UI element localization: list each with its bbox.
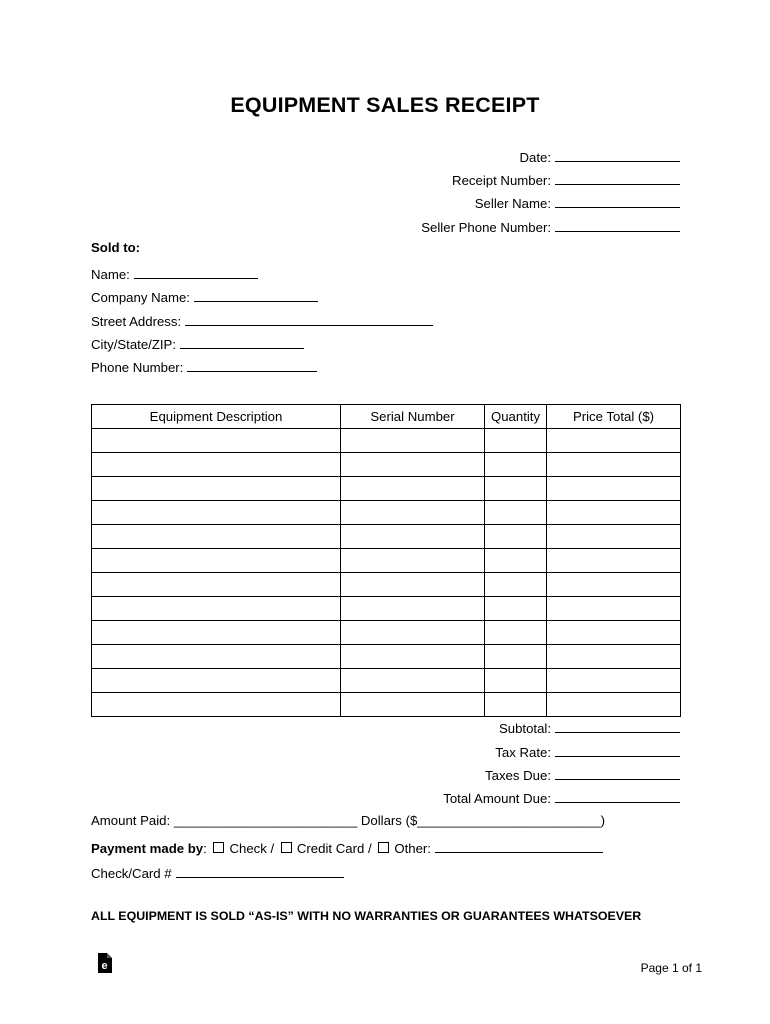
description-cell[interactable]: [92, 501, 341, 525]
company-name-field: [91, 287, 318, 305]
serial-number-cell[interactable]: [341, 501, 485, 525]
price-total-cell[interactable]: [547, 549, 681, 573]
equipment-table: [91, 404, 681, 717]
quantity-cell[interactable]: [485, 573, 547, 597]
date-input-line[interactable]: [555, 147, 680, 162]
table-row: [92, 597, 681, 621]
price-total-cell[interactable]: [547, 525, 681, 549]
taxes-due-input-line[interactable]: [555, 765, 680, 780]
company-name-input-line[interactable]: [194, 287, 318, 302]
table-row: [92, 549, 681, 573]
description-cell[interactable]: [92, 597, 341, 621]
column-header-quantity: Quantity: [485, 405, 547, 429]
price-total-cell[interactable]: [547, 693, 681, 717]
receipt-number-input-line[interactable]: [555, 170, 680, 185]
seller-phone-label: Seller Phone Number:: [421, 220, 551, 235]
description-cell[interactable]: [92, 645, 341, 669]
description-cell[interactable]: [92, 549, 341, 573]
quantity-cell[interactable]: [485, 597, 547, 621]
serial-number-cell[interactable]: [341, 477, 485, 501]
taxes-due-label: Taxes Due:: [485, 768, 551, 783]
page-title: EQUIPMENT SALES RECEIPT: [230, 93, 540, 117]
dollars-label: Dollars ($: [357, 813, 418, 828]
seller-name-field: [475, 193, 680, 211]
city-state-zip-field: [91, 334, 304, 352]
payment-method-field: [91, 838, 603, 856]
quantity-cell[interactable]: [485, 429, 547, 453]
company-name-label: Company Name:: [91, 290, 190, 305]
total-due-field: [443, 788, 680, 806]
total-due-label: Total Amount Due:: [443, 791, 551, 806]
serial-number-cell[interactable]: [341, 573, 485, 597]
other-label: Other:: [394, 841, 431, 856]
description-cell[interactable]: [92, 693, 341, 717]
dollars-figure-blank[interactable]: _________________________: [417, 813, 601, 828]
payment-made-by-label: Payment made by: [91, 841, 204, 856]
serial-number-cell[interactable]: [341, 621, 485, 645]
table-row: [92, 477, 681, 501]
serial-number-cell[interactable]: [341, 525, 485, 549]
quantity-cell[interactable]: [485, 477, 547, 501]
sold-to-heading: Sold to:: [91, 240, 141, 255]
buyer-name-field: [91, 264, 258, 282]
seller-name-input-line[interactable]: [555, 193, 680, 208]
quantity-cell[interactable]: [485, 645, 547, 669]
table-row: [92, 645, 681, 669]
seller-name-label: Seller Name:: [474, 196, 551, 211]
quantity-cell[interactable]: [485, 525, 547, 549]
column-header-price: Price Total ($): [547, 405, 681, 429]
table-row: [92, 621, 681, 645]
quantity-cell[interactable]: [485, 669, 547, 693]
check-card-number-input-line[interactable]: [176, 863, 344, 878]
price-total-cell[interactable]: [547, 429, 681, 453]
quantity-cell[interactable]: [485, 693, 547, 717]
subtotal-input-line[interactable]: [555, 718, 680, 733]
serial-number-cell[interactable]: [341, 597, 485, 621]
table-row: [92, 429, 681, 453]
buyer-name-input-line[interactable]: [134, 264, 258, 279]
date-label: Date:: [519, 150, 551, 165]
total-due-input-line[interactable]: [555, 788, 680, 803]
serial-number-cell[interactable]: [341, 693, 485, 717]
description-cell[interactable]: [92, 621, 341, 645]
check-label: Check /: [229, 841, 275, 856]
price-total-cell[interactable]: [547, 453, 681, 477]
serial-number-cell[interactable]: [341, 549, 485, 573]
other-input-line[interactable]: [435, 838, 603, 853]
street-address-label: Street Address:: [91, 314, 182, 329]
price-total-cell[interactable]: [547, 597, 681, 621]
check-card-number-label: Check/Card #: [91, 866, 172, 881]
buyer-phone-input-line[interactable]: [187, 357, 317, 372]
table-row: [92, 573, 681, 597]
subtotal-field: [499, 718, 680, 736]
seller-phone-field: [421, 217, 680, 235]
check-card-number-field: [91, 863, 344, 881]
receipt-number-label: Receipt Number:: [452, 173, 551, 188]
serial-number-cell[interactable]: [341, 645, 485, 669]
price-total-cell[interactable]: [547, 573, 681, 597]
street-address-input-line[interactable]: [185, 311, 433, 326]
city-state-zip-label: City/State/ZIP:: [91, 337, 177, 352]
table-row: [92, 453, 681, 477]
buyer-name-label: Name:: [91, 267, 130, 282]
price-total-cell[interactable]: [547, 669, 681, 693]
description-cell[interactable]: [92, 573, 341, 597]
table-row: [92, 693, 681, 717]
description-cell[interactable]: [92, 477, 341, 501]
price-total-cell[interactable]: [547, 645, 681, 669]
other-checkbox[interactable]: [378, 842, 389, 853]
check-checkbox[interactable]: [213, 842, 224, 853]
table-header-row: [92, 405, 681, 429]
receipt-number-field: [452, 170, 680, 188]
description-cell[interactable]: [92, 669, 341, 693]
buyer-phone-field: [91, 357, 317, 375]
credit-card-label: Credit Card /: [296, 841, 372, 856]
quantity-cell[interactable]: [485, 501, 547, 525]
tax-rate-input-line[interactable]: [555, 742, 680, 757]
price-total-cell[interactable]: [547, 621, 681, 645]
seller-phone-input-line[interactable]: [555, 217, 680, 232]
table-row: [92, 525, 681, 549]
city-state-zip-input-line[interactable]: [180, 334, 304, 349]
buyer-phone-label: Phone Number:: [91, 360, 184, 375]
credit-card-checkbox[interactable]: [281, 842, 292, 853]
amount-words-blank[interactable]: _________________________: [173, 813, 358, 828]
table-row: [92, 669, 681, 693]
serial-number-cell[interactable]: [341, 429, 485, 453]
serial-number-cell[interactable]: [341, 453, 485, 477]
price-total-cell[interactable]: [547, 477, 681, 501]
description-cell[interactable]: [92, 429, 341, 453]
amount-paid-label: Amount Paid:: [91, 813, 174, 828]
tax-rate-field: [495, 742, 680, 760]
description-cell[interactable]: [92, 453, 341, 477]
quantity-cell[interactable]: [485, 453, 547, 477]
quantity-cell[interactable]: [485, 621, 547, 645]
street-address-field: [91, 311, 433, 329]
price-total-cell[interactable]: [547, 501, 681, 525]
as-is-disclaimer: ALL EQUIPMENT IS SOLD “AS-IS” WITH NO WARRANTIES OR GUARANTEES WHATSOEVER: [91, 909, 642, 923]
quantity-cell[interactable]: [485, 549, 547, 573]
column-header-serial: Serial Number: [341, 405, 485, 429]
date-field: [519, 147, 680, 165]
tax-rate-label: Tax Rate:: [495, 745, 551, 760]
payment-colon: :: [203, 841, 207, 856]
dollars-close: ): [600, 813, 606, 828]
subtotal-label: Subtotal:: [498, 721, 551, 736]
amount-paid-field: [91, 813, 605, 828]
description-cell[interactable]: [92, 525, 341, 549]
taxes-due-field: [485, 765, 680, 783]
svg-text:e: e: [101, 960, 108, 972]
eforms-logo-icon: [96, 953, 112, 973]
serial-number-cell[interactable]: [341, 669, 485, 693]
page-number: Page 1 of 1: [640, 961, 702, 975]
column-header-description: Equipment Description: [92, 405, 341, 429]
table-row: [92, 501, 681, 525]
